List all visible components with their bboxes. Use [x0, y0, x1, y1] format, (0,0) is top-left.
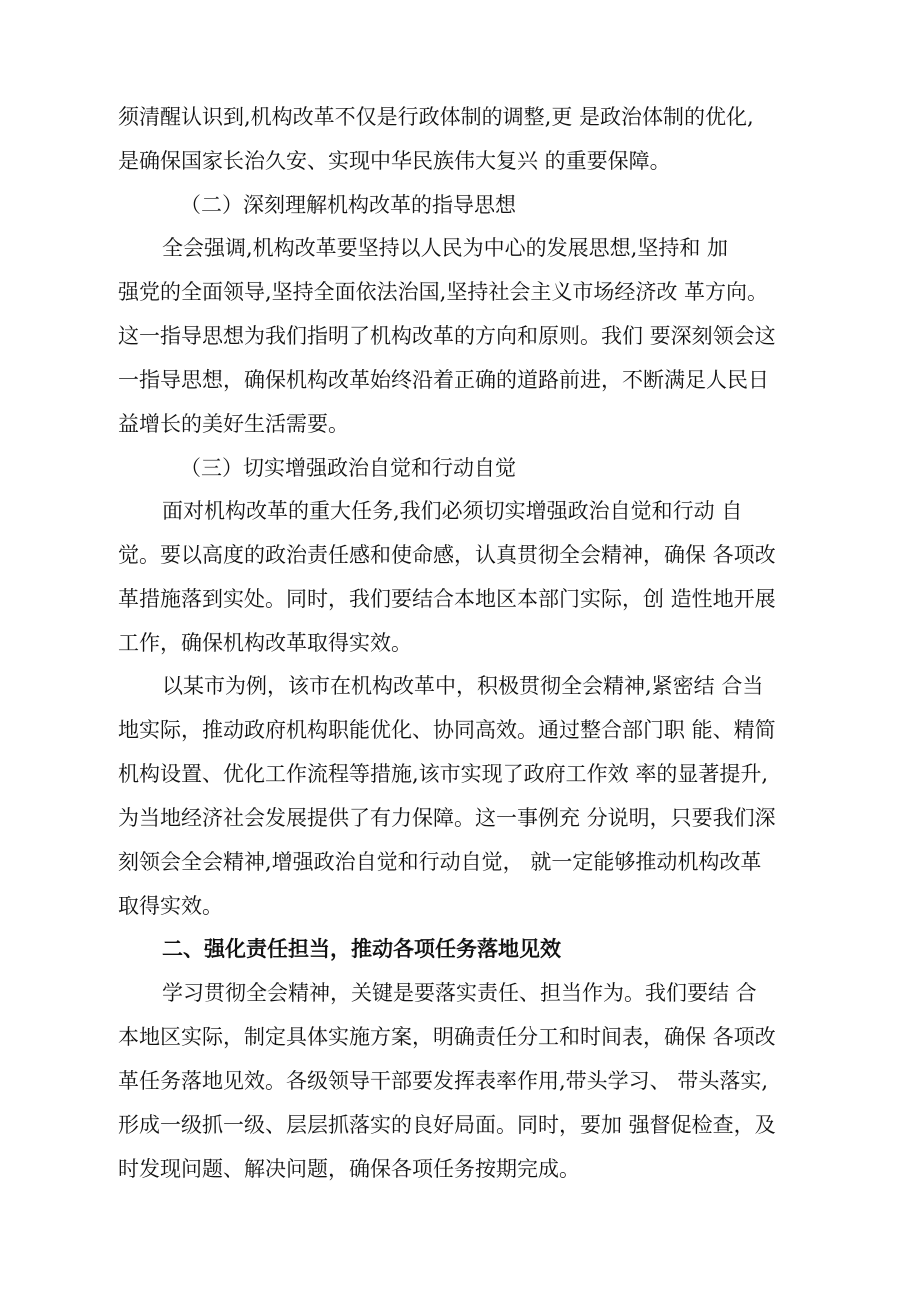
- paragraph-first-line: 以某市为例，该市在机构改革中，积极贯彻全会精神,紧密结 合当: [162, 674, 764, 698]
- body-line: 刻领会全会精神,增强政治自觉和行动自觉， 就一定能够推动机构改革: [118, 850, 762, 874]
- body-line: 一指导思想，确保机构改革始终沿着正确的道路前进，不断满足人民日: [118, 368, 769, 392]
- body-line: 强党的全面领导,坚持全面依法治国,坚持社会主义市场经济改 革方向。: [118, 280, 769, 304]
- paragraph-first-line: 学习贯彻全会精神，关键是要落实责任、担当作为。我们要结 合: [162, 981, 757, 1005]
- section-heading: （二）深刻理解机构改革的指导思想: [180, 193, 516, 217]
- chapter-heading: 二、强化责任担当，推动各项任务落地见效: [162, 937, 561, 961]
- body-line: 取得实效。: [118, 894, 223, 918]
- body-line: 觉。要以高度的政治责任感和使命感，认真贯彻全会精神，确保 各项改: [118, 543, 776, 567]
- body-line: 这一指导思想为我们指明了机构改革的方向和原则。我们 要深刻领会这: [118, 324, 776, 348]
- body-line: 革措施落到实处。同时，我们要结合本地区本部门实际，创 造性地开展: [118, 587, 776, 611]
- body-line: 益增长的美好生活需要。: [118, 412, 349, 436]
- body-line: 地实际，推动政府机构职能优化、协同高效。通过整合部门职 能、精简: [118, 718, 776, 742]
- body-line: 工作，确保机构改革取得实效。: [118, 631, 412, 655]
- body-line: 须清醒认识到,机构改革不仅是行政体制的调整,更 是政治体制的优化,: [118, 105, 754, 129]
- body-line: 形成一级抓一级、层层抓落实的良好局面。同时，要加 强督促检查，及: [118, 1113, 776, 1137]
- paragraph-first-line: 全会强调,机构改革要坚持以人民为中心的发展思想,坚持和 加: [162, 236, 729, 260]
- paragraph-first-line: 面对机构改革的重大任务,我们必须切实增强政治自觉和行动 自: [162, 499, 743, 523]
- body-line: 为当地经济社会发展提供了有力保障。这一事例充 分说明，只要我们深: [118, 806, 776, 830]
- body-line: 革任务落地见效。各级领导干部要发挥表率作用,带头学习、 带头落实,: [118, 1069, 769, 1093]
- body-line: 本地区实际，制定具体实施方案，明确责任分工和时间表，确保 各项改: [118, 1025, 776, 1049]
- body-line: 时发现问题、解决问题，确保各项任务按期完成。: [118, 1157, 580, 1181]
- body-line: 机构设置、优化工作流程等措施,该市实现了政府工作效 率的显著提升,: [118, 762, 769, 786]
- section-heading: （三）切实增强政治自觉和行动自觉: [180, 456, 516, 480]
- body-line: 是确保国家长治久安、实现中华民族伟大复兴 的重要保障。: [118, 149, 671, 173]
